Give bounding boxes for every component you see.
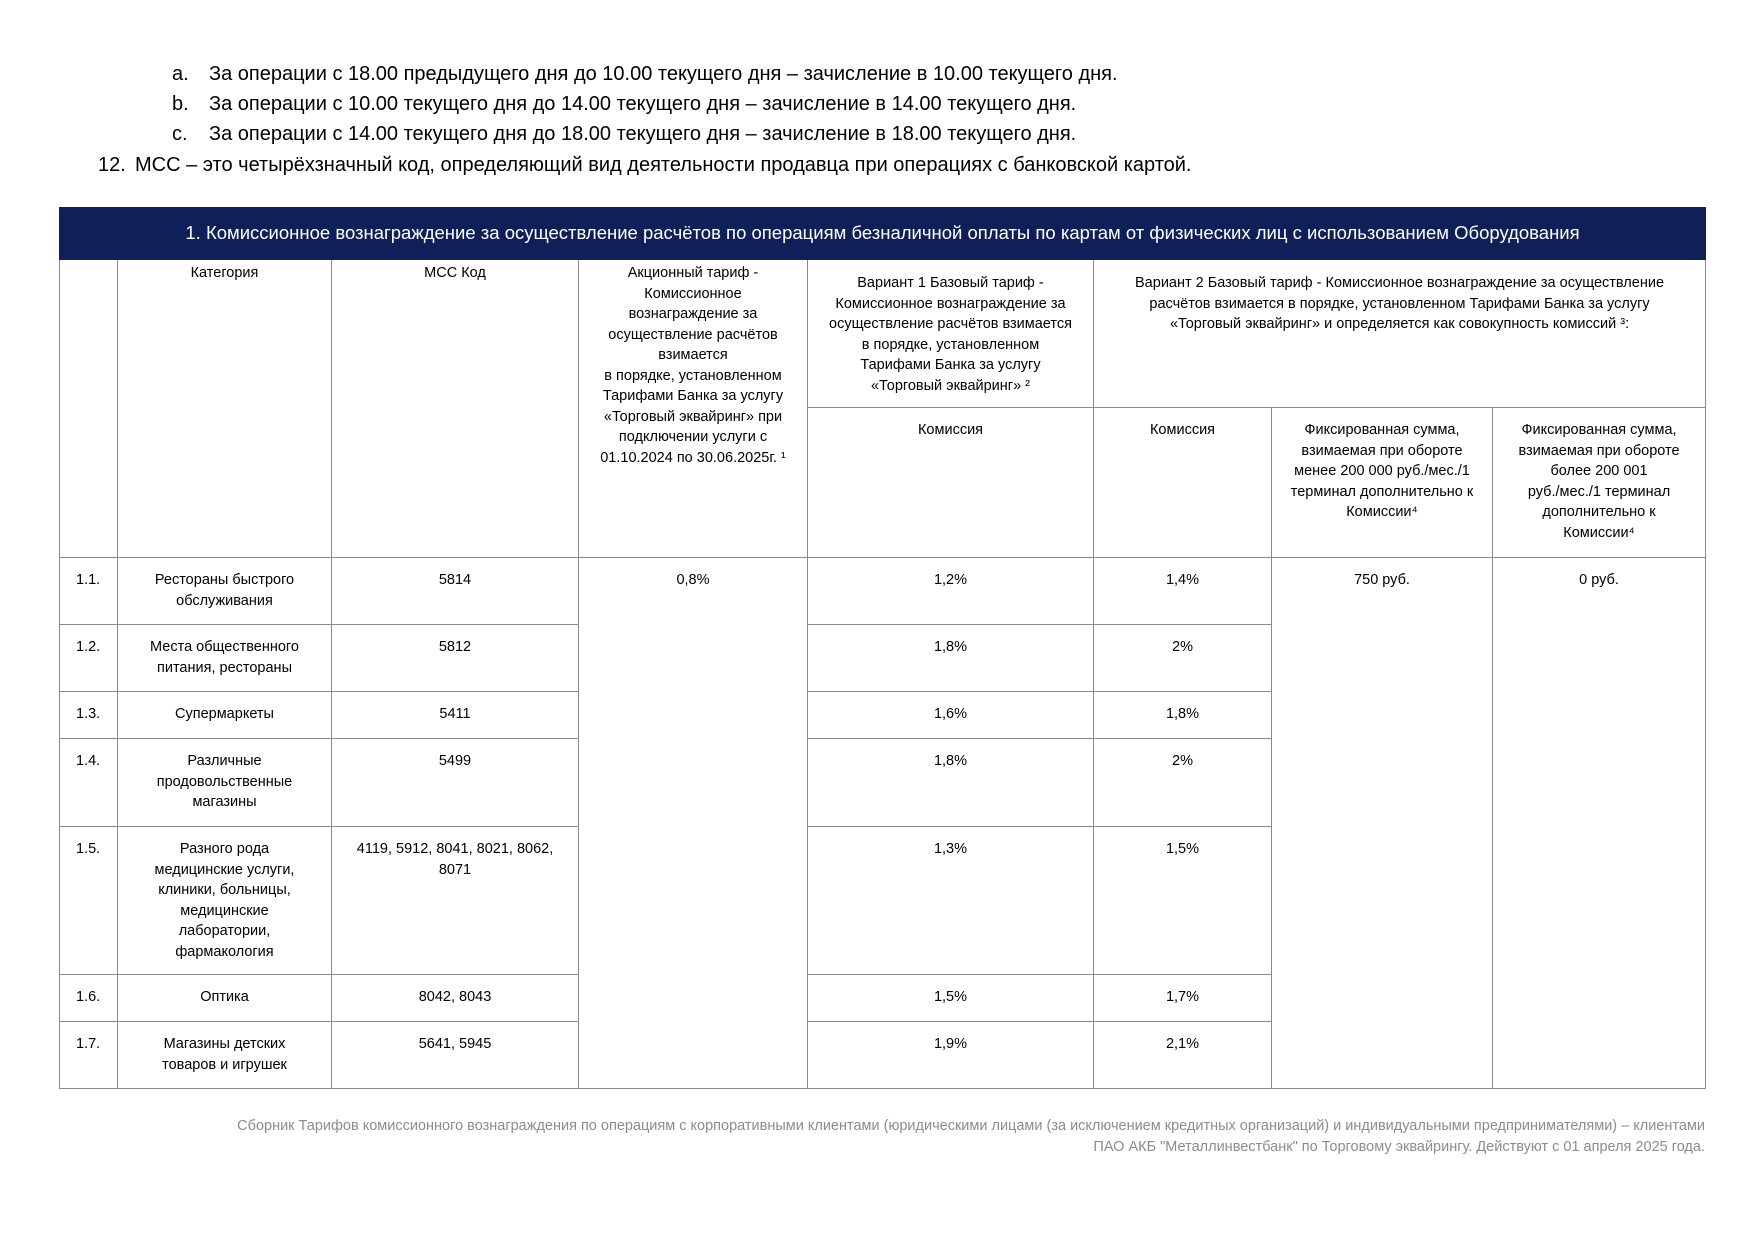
list-item-a: a. За операции с 18.00 предыдущего дня до 10.00 текущего дня – зачисление в 10.00 текущего дня. bbox=[172, 63, 1118, 85]
promo-value: 0,8% bbox=[579, 558, 808, 1089]
row-category: Различные продовольственные магазины bbox=[118, 739, 332, 827]
footer-line: ПАО АКБ "Металлинвестбанк" по Торговому эквайрингу. Действуют с 01 апреля 2025 года. bbox=[1093, 1139, 1705, 1155]
fixed-high-value: 0 руб. bbox=[1493, 558, 1706, 1089]
row-v1-commission: 1,6% bbox=[808, 692, 1094, 739]
header-v1-commission: Комиссия bbox=[808, 408, 1094, 558]
list-item-text: За операции с 10.00 текущего дня до 14.00 текущего дня – зачисление в 14.00 текущего дня. bbox=[209, 93, 1077, 115]
row-number: 1.7. bbox=[60, 1022, 118, 1089]
row-category: Супермаркеты bbox=[118, 692, 332, 739]
list-item-c: c. За операции с 14.00 текущего дня до 18.00 текущего дня – зачисление в 18.00 текущего дня. bbox=[172, 123, 1077, 145]
row-v1-commission: 1,9% bbox=[808, 1022, 1094, 1089]
header-promo-tariff: Акционный тариф - Комиссионное вознаграждение за осуществление расчётов взимается в порядке, установленном Тарифами Банка за услугу «Торговый эквайринг» при подключении услуги с 01.10.2024 по 30.06.2025г. ¹ bbox=[579, 260, 808, 558]
table-title: 1. Комиссионное вознаграждение за осуществление расчётов по операциям безналичной оплаты по картам от физических лиц с использованием Оборудования bbox=[60, 208, 1706, 260]
header-variant2: Вариант 2 Базовый тариф - Комиссионное вознаграждение за осуществление расчётов взимается в порядке, установленном Тарифами Банка за услугу «Торговый эквайринг» и определяется как совокупность комиссий ³: bbox=[1094, 260, 1706, 408]
header-mcc: МСС Код bbox=[332, 260, 579, 558]
row-mcc: 5499 bbox=[332, 739, 579, 827]
row-mcc: 8042, 8043 bbox=[332, 975, 579, 1022]
list-item-text: За операции с 14.00 текущего дня до 18.00 текущего дня – зачисление в 18.00 текущего дня. bbox=[209, 123, 1077, 145]
list-item-text: За операции с 18.00 предыдущего дня до 10.00 текущего дня – зачисление в 10.00 текущего дня. bbox=[209, 63, 1118, 85]
row-mcc: 5411 bbox=[332, 692, 579, 739]
row-mcc: 5641, 5945 bbox=[332, 1022, 579, 1089]
row-v2-commission: 2,1% bbox=[1094, 1022, 1272, 1089]
row-number: 1.2. bbox=[60, 625, 118, 692]
row-v1-commission: 1,8% bbox=[808, 625, 1094, 692]
row-v2-commission: 1,7% bbox=[1094, 975, 1272, 1022]
header-fixed-low: Фиксированная сумма, взимаемая при обороте менее 200 000 руб./мес./1 терминал дополнительно к Комиссии⁴ bbox=[1272, 408, 1493, 558]
row-mcc: 5812 bbox=[332, 625, 579, 692]
row-v2-commission: 2% bbox=[1094, 625, 1272, 692]
row-v1-commission: 1,2% bbox=[808, 558, 1094, 625]
row-number: 1.3. bbox=[60, 692, 118, 739]
header-number bbox=[60, 260, 118, 558]
row-v2-commission: 1,8% bbox=[1094, 692, 1272, 739]
table-row bbox=[60, 558, 1706, 625]
row-category: Рестораны быстрого обслуживания bbox=[118, 558, 332, 625]
row-v2-commission: 1,4% bbox=[1094, 558, 1272, 625]
list-item-b: b. За операции с 10.00 текущего дня до 14.00 текущего дня – зачисление в 14.00 текущего дня. bbox=[172, 93, 1077, 115]
header-v2-commission: Комиссия bbox=[1094, 408, 1272, 558]
row-category: Оптика bbox=[118, 975, 332, 1022]
row-v1-commission: 1,8% bbox=[808, 739, 1094, 827]
row-mcc: 4119, 5912, 8041, 8021, 8062, 8071 bbox=[332, 827, 579, 975]
tariff-table bbox=[59, 207, 1706, 1089]
row-v1-commission: 1,5% bbox=[808, 975, 1094, 1022]
row-mcc: 5814 bbox=[332, 558, 579, 625]
row-number: 1.4. bbox=[60, 739, 118, 827]
header-variant1: Вариант 1 Базовый тариф - Комиссионное вознаграждение за осуществление расчётов взимается в порядке, установленном Тарифами Банка за услугу «Торговый эквайринг» ² bbox=[808, 260, 1094, 408]
row-number: 1.6. bbox=[60, 975, 118, 1022]
row-number: 1.1. bbox=[60, 558, 118, 625]
row-v1-commission: 1,3% bbox=[808, 827, 1094, 975]
row-number: 1.5. bbox=[60, 827, 118, 975]
row-category: Разного рода медицинские услуги, клиники, больницы, медицинские лаборатории, фармакология bbox=[118, 827, 332, 975]
footer-line: Сборник Тарифов комиссионного вознаграждения по операциям с корпоративными клиентами (юридическими лицами (за исключением кредитных организаций) и индивидуальными предпринимателями) – клиентами bbox=[237, 1118, 1705, 1134]
fixed-low-value: 750 руб. bbox=[1272, 558, 1493, 1089]
row-v2-commission: 2% bbox=[1094, 739, 1272, 827]
row-category: Места общественного питания, рестораны bbox=[118, 625, 332, 692]
header-category: Категория bbox=[118, 260, 332, 558]
list-item-text: MCC – это четырёхзначный код, определяющий вид деятельности продавца при операциях с банковской картой. bbox=[135, 154, 1192, 176]
row-category: Магазины детских товаров и игрушек bbox=[118, 1022, 332, 1089]
page-footer bbox=[105, 1116, 1705, 1158]
header-fixed-high: Фиксированная сумма, взимаемая при обороте более 200 001 руб./мес./1 терминал дополнительно к Комиссии⁴ bbox=[1493, 408, 1706, 558]
row-v2-commission: 1,5% bbox=[1094, 827, 1272, 975]
list-item-12: 12. MCC – это четырёхзначный код, определяющий вид деятельности продавца при операциях с банковской картой. bbox=[98, 154, 1192, 176]
